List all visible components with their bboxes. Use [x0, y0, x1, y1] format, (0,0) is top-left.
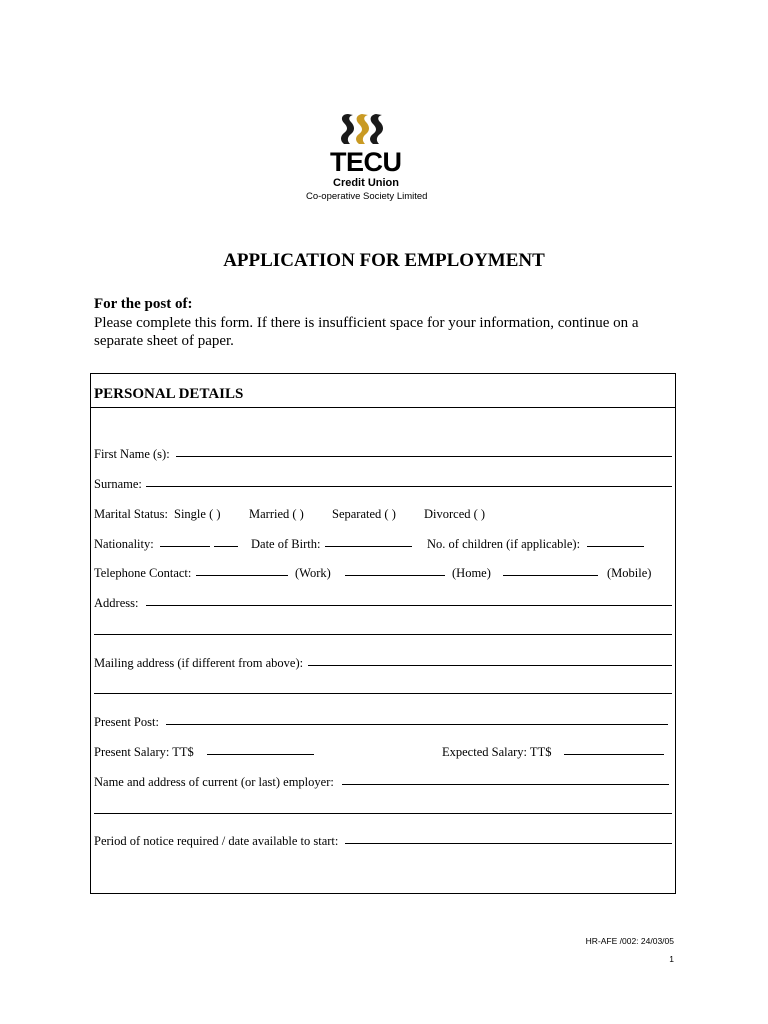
- date-of-birth-label: Date of Birth:: [251, 537, 321, 551]
- post-label: For the post of:: [94, 296, 193, 312]
- first-name-field[interactable]: [176, 456, 672, 457]
- first-name-label: First Name (s):: [94, 447, 170, 461]
- telephone-home-label: (Home): [452, 566, 491, 580]
- section-header-divider: [91, 407, 675, 408]
- page-number: 1: [669, 954, 674, 964]
- date-of-birth-field[interactable]: [325, 546, 412, 547]
- expected-salary-label: Expected Salary: TT$: [442, 745, 552, 759]
- surname-label: Surname:: [94, 477, 142, 491]
- logo-subtitle: Credit Union: [333, 177, 399, 189]
- telephone-work-label: (Work): [295, 566, 331, 580]
- current-employer-field-line-2[interactable]: [94, 813, 672, 814]
- telephone-home-field[interactable]: [345, 575, 445, 576]
- marital-separated-option[interactable]: Separated ( ): [332, 507, 396, 521]
- address-field-line-1[interactable]: [146, 605, 672, 606]
- nationality-field[interactable]: [160, 546, 210, 547]
- nationality-label: Nationality:: [94, 537, 154, 551]
- expected-salary-field[interactable]: [564, 754, 664, 755]
- current-employer-label: Name and address of current (or last) employer:: [94, 775, 334, 789]
- children-label: No. of children (if applicable):: [427, 537, 581, 551]
- telephone-mobile-field[interactable]: [503, 575, 598, 576]
- notice-period-field[interactable]: [345, 843, 672, 844]
- form-code: HR-AFE /002: 24/03/05: [585, 936, 674, 946]
- mailing-address-label: Mailing address (if different from above):: [94, 656, 304, 670]
- mailing-address-field-line-1[interactable]: [308, 665, 672, 666]
- logo-wordmark: TECU: [330, 147, 402, 177]
- nationality-field-extension[interactable]: [214, 546, 238, 547]
- marital-single-option[interactable]: Single ( ): [174, 507, 221, 521]
- present-salary-label: Present Salary: TT$: [94, 745, 194, 759]
- mailing-address-field-line-2[interactable]: [94, 693, 672, 694]
- current-employer-field-line-1[interactable]: [342, 784, 669, 785]
- present-post-label: Present Post:: [94, 715, 159, 729]
- address-label: Address:: [94, 596, 139, 610]
- document-title: APPLICATION FOR EMPLOYMENT: [223, 250, 545, 271]
- logo-tagline: Co-operative Society Limited: [306, 191, 428, 202]
- present-post-field[interactable]: [166, 724, 668, 725]
- marital-married-option[interactable]: Married ( ): [249, 507, 304, 521]
- marital-status-label: Marital Status:: [94, 507, 168, 521]
- marital-divorced-option[interactable]: Divorced ( ): [424, 507, 486, 521]
- surname-field[interactable]: [146, 486, 672, 487]
- telephone-label: Telephone Contact:: [94, 566, 192, 580]
- section-heading: PERSONAL DETAILS: [94, 386, 244, 402]
- present-salary-field[interactable]: [207, 754, 314, 755]
- intro-text: Please complete this form. If there is insufficient space for your information, continue on a separate sheet of paper.: [94, 315, 639, 349]
- children-field[interactable]: [587, 546, 644, 547]
- telephone-work-field[interactable]: [196, 575, 288, 576]
- address-field-line-2[interactable]: [94, 634, 672, 635]
- telephone-mobile-label: (Mobile): [607, 566, 652, 580]
- notice-period-label: Period of notice required / date available to start:: [94, 834, 339, 848]
